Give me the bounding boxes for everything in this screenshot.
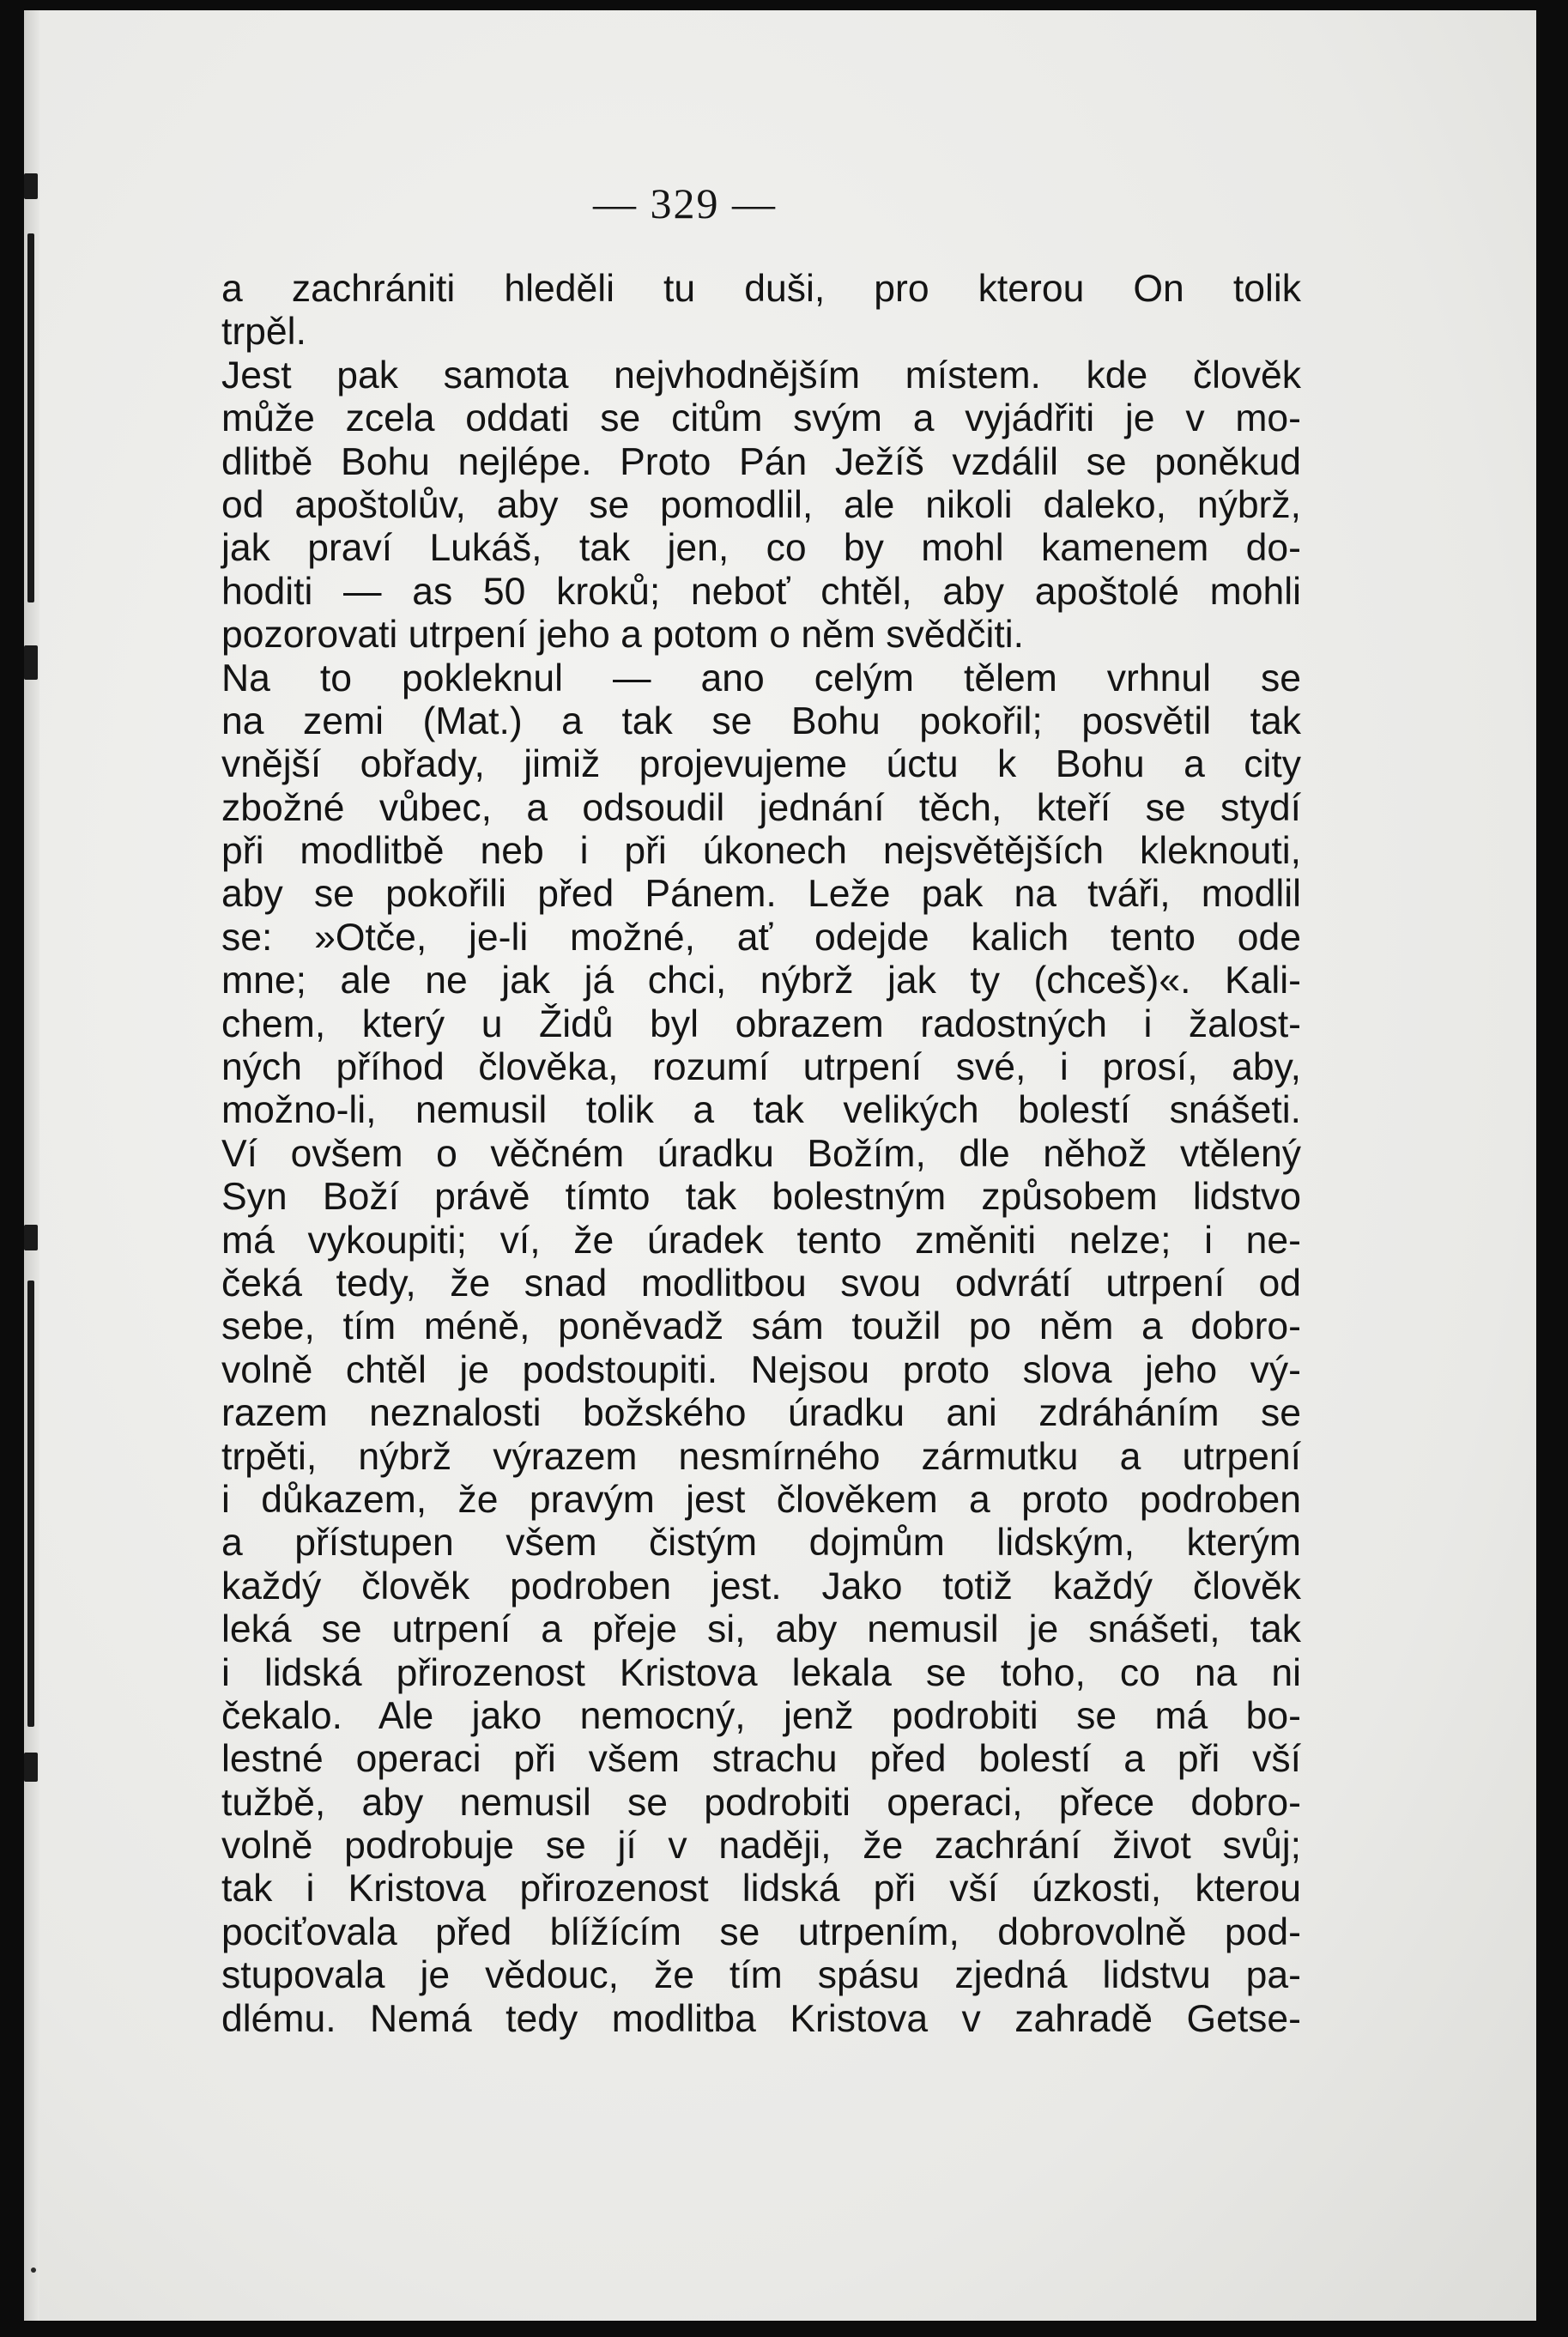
text-line: tak i Kristova přirozenost lidská při vší úzkosti, kterou <box>221 1868 1301 1910</box>
text-line: čeká tedy, že snad modlitbou svou odvrátí utrpení od <box>221 1262 1301 1305</box>
text-line: stupovala je vědouc, že tím spásu zjedná lidstvu pa- <box>221 1954 1301 1997</box>
text-line: mne; ale ne jak já chci, nýbrž jak ty (chceš)«. Kali- <box>221 960 1301 1002</box>
text-line: Ví ovšem o věčném úradku Božím, dle něhož vtělený <box>221 1132 1301 1175</box>
text-line: každý člověk podroben jest. Jako totiž každý člověk <box>221 1565 1301 1607</box>
text-line: chem, který u Židů byl obrazem radostných i žalost- <box>221 1002 1301 1045</box>
text-line: jak praví Lukáš, tak jen, co by mohl kamenem do- <box>221 527 1301 570</box>
text-line: a přístupen všem čistým dojmům lidským, kterým <box>221 1522 1301 1565</box>
body-text <box>221 268 1301 2041</box>
text-line: trpěti, nýbrž výrazem nesmírného zármutku a utrpení <box>221 1435 1301 1478</box>
text-line: se: »Otče, je-li možné, ať odejde kalich tento ode <box>221 916 1301 959</box>
margin-mark <box>27 233 34 602</box>
text-line: i lidská přirozenost Kristova lekala se toho, co na ni <box>221 1651 1301 1694</box>
margin-mark <box>27 1281 34 1727</box>
margin-mark <box>24 645 38 680</box>
text-line: trpěl. <box>221 311 306 354</box>
text-line: na zemi (Mat.) a tak se Bohu pokořil; posvětil tak <box>221 699 1301 742</box>
text-line: může zcela oddati se citům svým a vyjádřiti je v mo- <box>221 397 1301 440</box>
text-line: tužbě, aby nemusil se podrobiti operaci, přece dobro- <box>221 1781 1301 1824</box>
text-line: volně chtěl je podstoupiti. Nejsou proto slova jeho vý- <box>221 1348 1301 1391</box>
ink-speck <box>31 2267 36 2273</box>
text-line: Jest pak samota nejvhodnějším místem. kde člověk <box>221 354 1301 397</box>
text-line: dlitbě Bohu nejlépe. Proto Pán Ježíš vzdálil se poněkud <box>221 440 1301 483</box>
text-line: aby se pokořili před Pánem. Leže pak na tváři, modlil <box>221 873 1301 916</box>
text-line: dlému. Nemá tedy modlitba Kristova v zahradě Getse- <box>221 1997 1301 2040</box>
text-line: i důkazem, že pravým jest člověkem a proto podroben <box>221 1478 1301 1521</box>
text-line: od apoštolův, aby se pomodlil, ale nikoli daleko, nýbrž, <box>221 483 1301 526</box>
text-line: ných příhod člověka, rozumí utrpení své, i prosí, aby, <box>221 1046 1301 1089</box>
text-line: má vykoupiti; ví, že úradek tento změniti nelze; i ne- <box>221 1219 1301 1262</box>
text-line: pociťovala před blížícím se utrpením, dobrovolně pod- <box>221 1910 1301 1953</box>
margin-mark <box>24 1753 38 1782</box>
text-line: razem neznalosti božského úradku ani zdráháním se <box>221 1392 1301 1435</box>
text-line: Na to pokleknul — ano celým tělem vrhnul se <box>221 657 1301 699</box>
text-line: vnější obřady, jimiž projevujeme úctu k Bohu a city <box>221 743 1301 786</box>
text-line: lestné operaci při všem strachu před bolestí a při vší <box>221 1738 1301 1781</box>
text-line: při modlitbě neb i při úkonech nejsvětějších kleknouti, <box>221 830 1301 873</box>
text-line: leká se utrpení a přeje si, aby nemusil je snášeti, tak <box>221 1608 1301 1651</box>
text-line: pozorovati utrpení jeho a potom o něm svědčiti. <box>221 614 1025 657</box>
text-line: čekalo. Ale jako nemocný, jenž podrobiti se má bo- <box>221 1694 1301 1737</box>
text-line: a zachrániti hleděli tu duši, pro kterou On tolik <box>221 268 1301 310</box>
text-line: zbožné vůbec, a odsoudil jednání těch, kteří se stydí <box>221 786 1301 829</box>
text-line: Syn Boží právě tímto tak bolestným způsobem lidstvo <box>221 1176 1301 1219</box>
text-line: možno-li, nemusil tolik a tak velikých bolestí snášeti. <box>221 1089 1301 1132</box>
scanned-page <box>24 10 1536 2321</box>
page-number: — 329 — <box>593 179 777 227</box>
margin-mark <box>24 173 38 199</box>
text-line: volně podrobuje se jí v naději, že zachrání život svůj; <box>221 1825 1301 1868</box>
text-line: hoditi — as 50 kroků; neboť chtěl, aby apoštolé mohli <box>221 570 1301 613</box>
text-line: sebe, tím méně, poněvadž sám toužil po něm a dobro- <box>221 1305 1301 1348</box>
margin-mark <box>24 1225 38 1250</box>
